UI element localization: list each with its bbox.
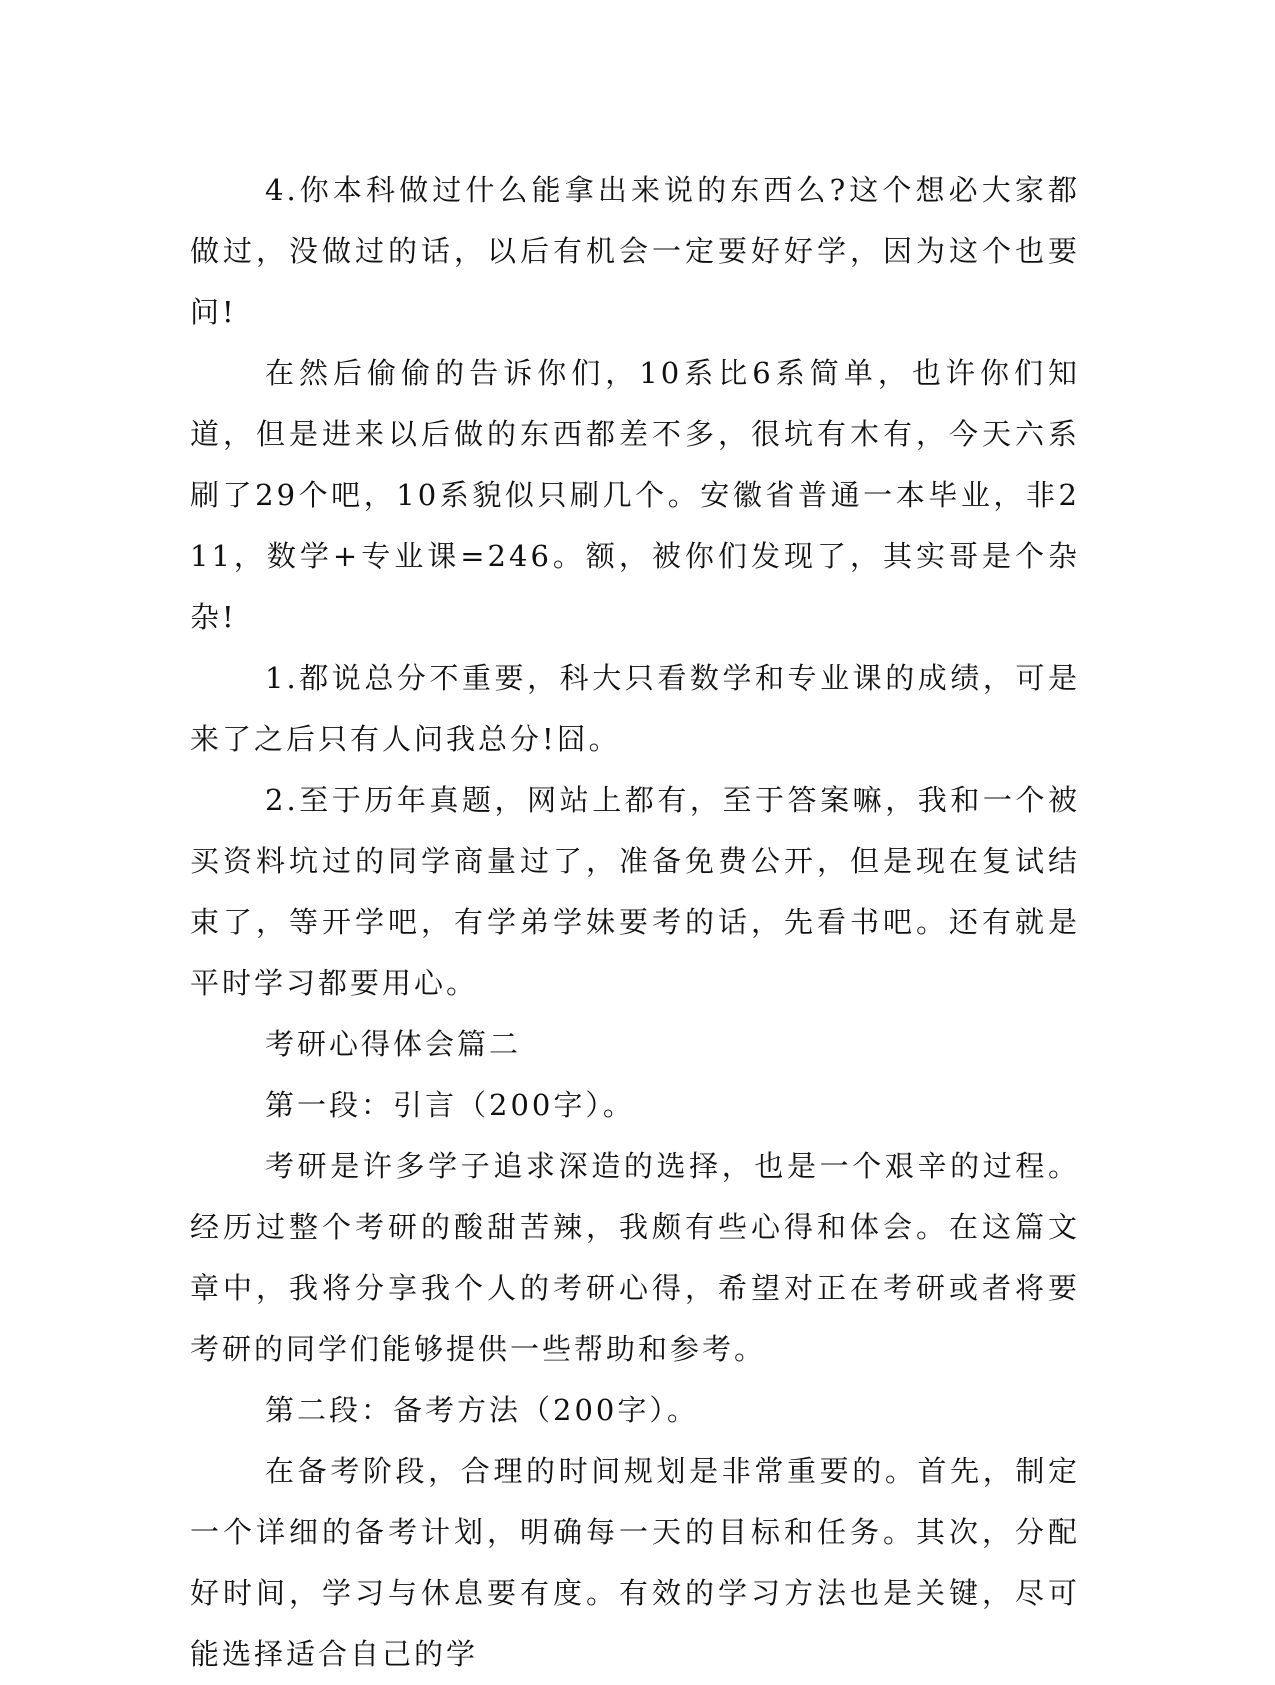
heading-part-2: 第二段：备考方法（200字）。 <box>265 1393 699 1427</box>
paragraph-3: 1.都说总分不重要，科大只看数学和专业课的成绩，可是来了之后只有人问我总分!囧。 <box>190 661 1080 756</box>
heading-part-1: 第一段：引言（200字）。 <box>265 1088 635 1122</box>
paragraph-intro: 考研是许多学子追求深造的选择，也是一个艰辛的过程。经历过整个考研的酸甜苦辣，我颇有些心得和体会。在这篇文章中，我将分享我个人的考研心得，希望对正在考研或者将要考研的同学们能够提供一些帮助和参考。 <box>190 1149 1080 1366</box>
paragraph-4: 2.至于历年真题，网站上都有，至于答案嘛，我和一个被买资料坑过的同学商量过了，准备免费公开，但是现在复试结束了，等开学吧，有学弟学妹要考的话，先看书吧。还有就是平时学习都要用心。 <box>190 783 1080 1000</box>
paragraph-1: 4.你本科做过什么能拿出来说的东西么?这个想必大家都做过，没做过的话，以后有机会一定要好好学，因为这个也要问! <box>190 173 1080 329</box>
paragraph-methods: 在备考阶段，合理的时间规划是非常重要的。首先，制定一个详细的备考计划，明确每一天的目标和任务。其次，分配好时间，学习与休息要有度。有效的学习方法也是关键，尽可能选择适合自己的学 <box>190 1454 1080 1671</box>
document-body <box>190 160 1080 1685</box>
paragraph-2: 在然后偷偷的告诉你们，10系比6系简单，也许你们知道，但是进来以后做的东西都差不多，很坑有木有，今天六系刷了29个吧，10系貌似只刷几个。安徽省普通一本毕业，非211，数学+专业课=246。额，被你们发现了，其实哥是个杂杂! <box>190 356 1080 634</box>
section-title: 考研心得体会篇二 <box>265 1027 522 1061</box>
